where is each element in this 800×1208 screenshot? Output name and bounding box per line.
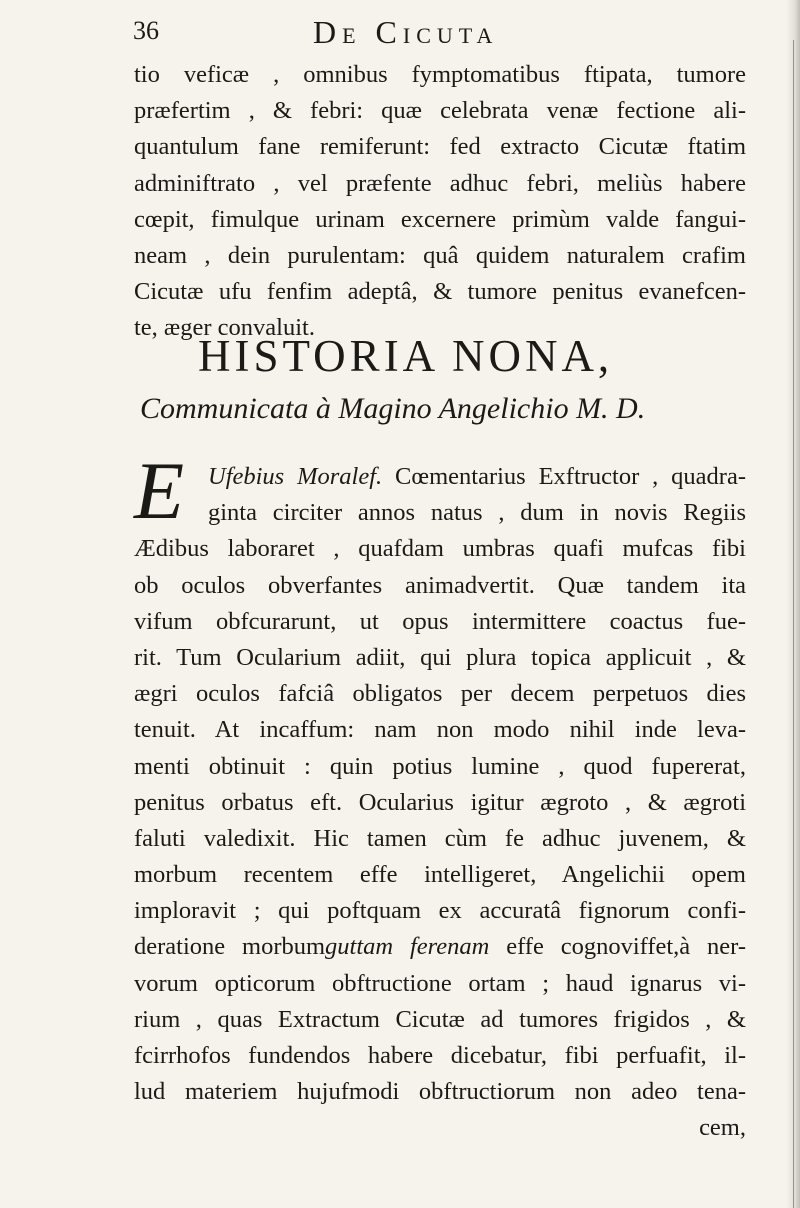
top-paragraph [134, 57, 746, 347]
text-line: vorum opticorum obftructione ortam ; haud ignarus vi- [134, 969, 746, 997]
case-paragraph [134, 459, 746, 1147]
section-heading: HISTORIA NONA, [198, 331, 614, 381]
text-line: adminiftrato , vel præfente adhuc febri, meliùs habere [134, 169, 746, 197]
text-line: penitus orbatus eft. Ocularius igitur ægroto , & ægroti [134, 788, 746, 816]
text-line: menti obtinuit : quin potius lumine , quod fupererat, [134, 752, 746, 780]
text-line: tenuit. At incaffum: nam non modo nihil inde leva- [134, 716, 746, 744]
text-line: faluti valedixit. Hic tamen cùm fe adhuc juvenem, & [134, 824, 746, 852]
running-title: De Cicuta [313, 14, 499, 50]
text-line: cœpit, fimulque urinam excernere primùm valde fangui- [134, 205, 746, 233]
text-line: neam , dein purulentam: quâ quidem naturalem crafim [134, 241, 746, 269]
section-subheading: Communicata à Magino Angelichio M. D. [140, 392, 646, 425]
text-run: Cœmentarius Exftructor , quadra- [382, 463, 746, 490]
diagnosis-term: guttam ferenam [325, 933, 490, 961]
text-line: tio veficæ , omnibus fymptomatibus ftipata, tumore [134, 61, 746, 88]
text-line: ob oculos obverfantes animadvertit. Quæ tandem ita [134, 571, 746, 599]
patient-name: Ufebius Moralef. [208, 463, 383, 490]
text-line: lud materiem hujufmodi obftructiorum non adeo tena- [134, 1078, 746, 1106]
text-line: vifum obfcurarunt, ut opus intermittere coactus fue- [134, 607, 746, 635]
text-line: rium , quas Extractum Cicutæ ad tumores frigidos , & [134, 1005, 746, 1033]
text-line: quantulum fane remiferunt: fed extracto Cicutæ ftatim [134, 133, 746, 161]
text-line: fcirrhofos fundendos habere dicebatur, fibi perfuafit, il- [134, 1042, 746, 1069]
text-line: Cicutæ ufu fenfim adeptâ, & tumore penitus evanefcen- [134, 278, 746, 306]
text-line: ægri oculos fafciâ obligatos per decem perpetuos dies [134, 680, 746, 708]
page-number: 36 [133, 16, 159, 45]
text-line: morbum recentem effe intelligeret, Angelichii opem [134, 861, 746, 889]
text-run: effe cognoviffet,à ner- [489, 933, 746, 961]
text-line [134, 459, 746, 495]
text-line: Ædibus laboraret , quafdam umbras quafi mufcas fibi [134, 535, 746, 563]
page-edge-line [793, 40, 794, 1208]
text-line: rit. Tum Ocularium adiit, qui plura topica applicuit , & [134, 643, 746, 671]
catchword: cem, [699, 1114, 746, 1142]
text-line: præfertim , & febri: quæ celebrata venæ fectione ali- [134, 97, 746, 125]
text-line: imploravit ; qui poftquam ex accuratâ fignorum confi- [134, 897, 746, 925]
text-line: te, æger convaluit. [134, 314, 315, 342]
drop-capital: E [134, 445, 185, 536]
running-head [133, 14, 693, 54]
text-line: ginta circiter annos natus , dum in novis Regiis [208, 499, 746, 527]
text-run: deratione morbum [134, 933, 326, 961]
text-line [134, 929, 746, 965]
